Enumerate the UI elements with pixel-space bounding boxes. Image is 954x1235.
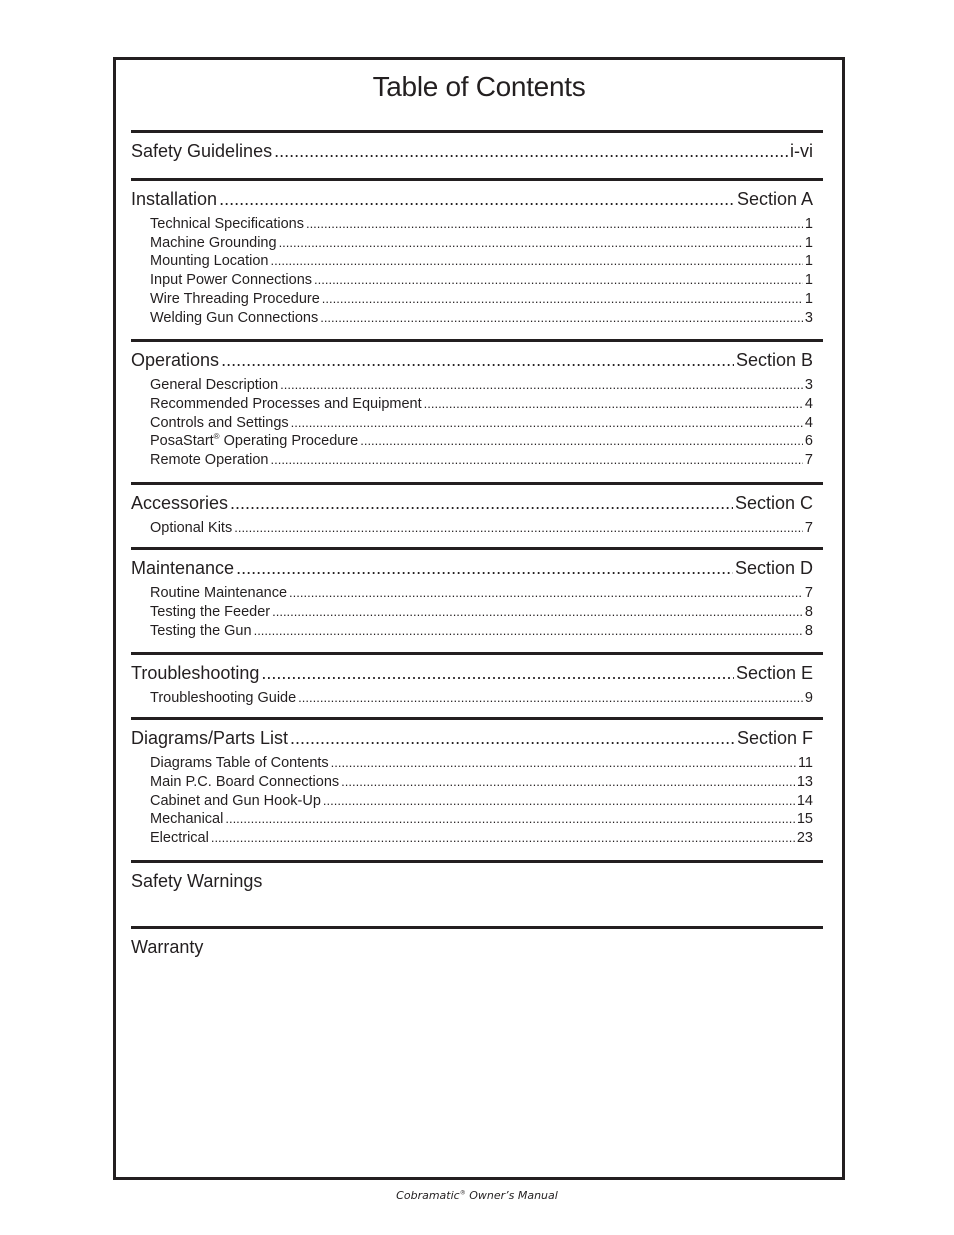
- footer-registered-mark: ®: [459, 1189, 466, 1197]
- toc-subitem-label-text: Diagrams Table of Contents: [150, 755, 329, 772]
- toc-section-page: Section D: [734, 558, 813, 579]
- toc-subitem-page: 4: [804, 395, 813, 412]
- toc-subitem-label: [150, 395, 422, 414]
- dot-leader: [320, 309, 803, 328]
- toc-section-label: Warranty: [131, 936, 204, 957]
- toc-section-heading[interactable]: [131, 557, 823, 579]
- toc-subitems: [131, 215, 823, 327]
- toc-subitem[interactable]: [150, 773, 813, 792]
- toc-subitem-label: [150, 519, 232, 538]
- toc-section-label: Diagrams/Parts List: [131, 728, 289, 749]
- toc-section: [131, 178, 823, 327]
- toc-subitem-label: [150, 584, 287, 603]
- toc-section-label: Safety Warnings: [131, 870, 263, 891]
- dot-leader: [331, 754, 796, 773]
- toc-subitem-label-text: Electrical: [150, 830, 209, 847]
- toc-subitem-page: 14: [796, 792, 813, 809]
- toc-subitem[interactable]: [150, 584, 813, 603]
- toc-section-label: Operations: [131, 350, 220, 371]
- toc-subitem-page: 13: [796, 773, 813, 790]
- toc-subitems: [131, 584, 823, 640]
- toc-subitem-page: 8: [804, 604, 813, 621]
- toc-subitem-label: [150, 689, 296, 708]
- dot-leader: [271, 252, 803, 271]
- toc-section-label: Installation: [131, 189, 218, 209]
- toc-subitem-label-rest: Operating Procedure: [219, 433, 359, 450]
- toc-subitem[interactable]: [150, 754, 813, 773]
- toc-subitems: [131, 519, 823, 538]
- toc-subitem-label-text: Testing the Feeder: [150, 604, 271, 621]
- toc-subitem-label-text: Routine Maintenance: [150, 585, 288, 602]
- toc-section: [131, 717, 823, 848]
- toc-section: [131, 652, 823, 708]
- toc-subitem-label: [150, 754, 329, 773]
- toc-subitem-label-text: Remote Operation: [150, 452, 269, 469]
- toc-section-page: Section C: [734, 492, 813, 513]
- dot-leader: [230, 492, 733, 514]
- toc-subitem[interactable]: [150, 432, 813, 451]
- toc-subitem-page: 9: [804, 689, 813, 706]
- dot-leader: [274, 140, 788, 162]
- toc-subitem-page: 11: [797, 755, 813, 772]
- toc-subitem[interactable]: [150, 519, 813, 538]
- toc-subitem-label-text: Main P.C. Board Connections: [150, 773, 340, 790]
- toc-subitem[interactable]: [150, 271, 813, 290]
- toc-subitem-label-text: Technical Specifications: [150, 216, 304, 232]
- toc-subitem-label: [150, 271, 312, 290]
- dot-leader: [280, 376, 803, 395]
- toc-subitem[interactable]: [150, 215, 813, 234]
- toc-subitem-label: [150, 432, 358, 451]
- dot-leader: [360, 432, 803, 451]
- toc-subitem[interactable]: [150, 234, 813, 253]
- dot-leader: [322, 290, 803, 309]
- toc-section-page: i-vi: [790, 141, 813, 161]
- dot-leader: [289, 584, 803, 603]
- dot-leader: [323, 792, 795, 811]
- dot-leader: [306, 215, 803, 234]
- toc-subitem[interactable]: [150, 376, 813, 395]
- toc-subitem-label: [150, 773, 339, 792]
- toc-subitem-label: [150, 376, 278, 395]
- dot-leader: [234, 519, 803, 538]
- dot-leader: [270, 451, 802, 470]
- toc-section-label: Safety Guidelines: [131, 141, 273, 161]
- dot-leader: [211, 829, 795, 848]
- toc-section: [131, 926, 823, 958]
- page-title: Table of Contents: [372, 71, 586, 102]
- toc-subitem[interactable]: [150, 810, 813, 829]
- toc-section-heading[interactable]: [131, 936, 823, 958]
- toc-subitem-page: 1: [804, 272, 813, 289]
- toc-subitems: [131, 754, 823, 848]
- toc-section-heading[interactable]: [131, 870, 823, 892]
- toc-section: [131, 482, 823, 538]
- dot-leader: [272, 603, 803, 622]
- toc-subitem-page: 3: [804, 377, 813, 394]
- toc-subitem[interactable]: [150, 603, 813, 622]
- toc-subitems: [131, 689, 823, 708]
- toc-subitem-label: [150, 252, 269, 271]
- toc-subitem-label: [150, 290, 320, 309]
- toc-subitem-label-text: Cabinet and Gun Hook-Up: [150, 792, 321, 809]
- toc-subitem-page: 4: [804, 414, 813, 431]
- toc-section-heading[interactable]: [131, 140, 823, 162]
- dot-leader: [261, 662, 734, 684]
- toc-section: [131, 860, 823, 892]
- toc-section-heading[interactable]: [131, 662, 823, 684]
- dot-leader: [298, 689, 803, 708]
- footer-text: Owner’s Manual: [465, 1189, 558, 1202]
- dot-leader: [225, 810, 795, 829]
- toc-subitem[interactable]: [150, 309, 813, 328]
- toc-subitem[interactable]: [150, 829, 813, 848]
- toc-subitem-page: 7: [804, 452, 813, 469]
- dot-leader: [424, 395, 803, 414]
- toc-subitem-page: 1: [804, 253, 813, 270]
- toc-subitem-label: [150, 234, 277, 253]
- toc-section-page: Section E: [735, 662, 813, 683]
- dot-leader: [341, 773, 795, 792]
- toc-subitem-label-text: Mechanical: [150, 811, 224, 828]
- toc-subitem-label: [150, 622, 252, 641]
- toc-section-label: Maintenance: [131, 558, 235, 579]
- dot-leader: [221, 349, 734, 371]
- dot-leader: [291, 414, 803, 433]
- toc-section: [131, 547, 823, 640]
- toc-section-heading[interactable]: [131, 349, 823, 371]
- dot-leader: [290, 727, 735, 749]
- toc-subitem-label: [150, 414, 289, 433]
- toc-subitem-label-text: Wire Threading Procedure: [150, 290, 320, 307]
- dot-leader: [314, 271, 803, 290]
- toc-subitem-label-text: Machine Grounding: [150, 234, 277, 251]
- toc-subitem-label-text: Testing the Gun: [150, 622, 252, 639]
- toc-section: [131, 339, 823, 470]
- toc-subitem-label-text: Recommended Processes and Equipment: [150, 395, 422, 412]
- toc-subitem-label: [150, 792, 321, 811]
- toc-subitem-label-text: PosaStart: [150, 433, 214, 450]
- toc-section-label: Accessories: [131, 492, 229, 513]
- toc-section-heading[interactable]: [131, 492, 823, 514]
- toc-section: [131, 130, 823, 162]
- toc-subitem-page: 23: [796, 830, 813, 847]
- toc-subitem[interactable]: [150, 689, 813, 708]
- toc-section-page: Section A: [736, 189, 813, 209]
- page-frame: [113, 57, 845, 1180]
- toc-list: [131, 130, 823, 958]
- toc-section-page: Section B: [735, 350, 813, 371]
- toc-subitem-page: 7: [804, 585, 813, 602]
- toc-section-heading[interactable]: [131, 727, 823, 749]
- toc-subitem-label-text: Welding Gun Connections: [150, 309, 319, 326]
- dot-leader: [236, 557, 733, 579]
- toc-subitem[interactable]: [150, 290, 813, 309]
- toc-subitem-label: [150, 810, 223, 829]
- toc-subitem[interactable]: [150, 252, 813, 271]
- registered-mark: ®: [213, 432, 220, 442]
- dot-leader: [254, 622, 803, 641]
- toc-subitem-page: 8: [804, 622, 813, 639]
- toc-subitem-page: 1: [804, 290, 813, 307]
- toc-subitem[interactable]: [150, 622, 813, 641]
- dot-leader: [219, 188, 735, 210]
- toc-subitem-label-text: Controls and Settings: [150, 414, 289, 431]
- toc-subitem-page: 1: [804, 216, 813, 232]
- toc-subitem-page: 3: [804, 309, 813, 326]
- toc-subitem[interactable]: [150, 414, 813, 433]
- toc-subitem-page: 6: [804, 433, 813, 450]
- toc-subitem-page: 1: [804, 234, 813, 251]
- toc-subitem[interactable]: [150, 451, 813, 470]
- toc-subitem-page: 7: [804, 519, 813, 536]
- toc-subitem-label: [150, 603, 270, 622]
- toc-subitem-label-text: General Description: [150, 377, 279, 394]
- toc-section-label: Troubleshooting: [131, 662, 260, 683]
- toc-subitem-page: 15: [796, 811, 813, 828]
- toc-subitem-label: [150, 215, 304, 234]
- toc-subitem-label: [150, 309, 318, 328]
- toc-subitem-label: [150, 829, 209, 848]
- page-footer: [0, 1189, 954, 1202]
- toc-section-page: Section F: [736, 728, 813, 749]
- toc-subitem-label-text: Input Power Connections: [150, 272, 313, 289]
- toc-subitem[interactable]: [150, 792, 813, 811]
- toc-subitems: [131, 376, 823, 470]
- toc-subitem-label-text: Troubleshooting Guide: [150, 689, 297, 706]
- toc-subitem-label: [150, 451, 268, 470]
- dot-leader: [279, 234, 803, 253]
- toc-subitem-label-text: Mounting Location: [150, 253, 269, 270]
- toc-subitem[interactable]: [150, 395, 813, 414]
- toc-subitem-label-text: Optional Kits: [150, 519, 233, 536]
- footer-brand: Cobramatic: [396, 1189, 460, 1202]
- toc-section-heading[interactable]: [131, 188, 823, 210]
